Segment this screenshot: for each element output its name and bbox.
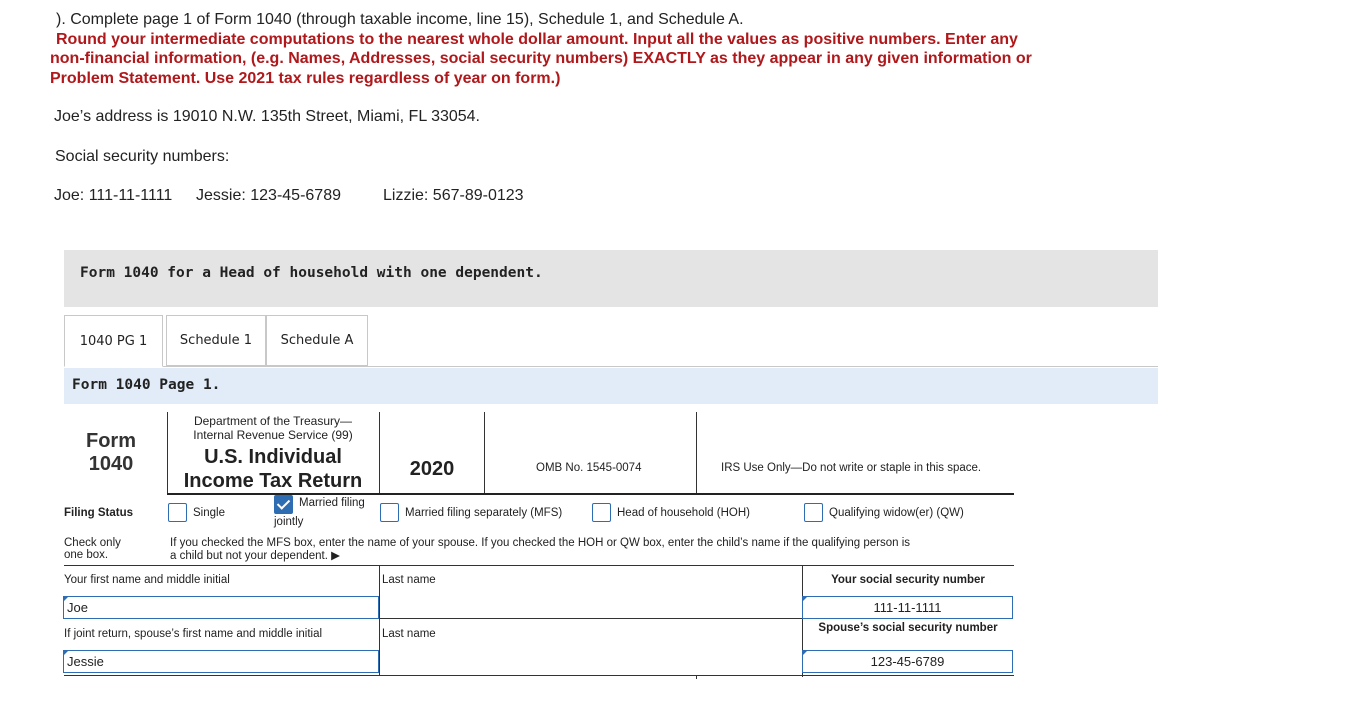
instruction-rule-2: non-financial information, (e.g. Names, Addresses, social security numbers) EXACTLY as they appear in any given information or (50, 50, 1032, 67)
qw-checkbox[interactable] (804, 503, 823, 522)
first-name-label: Your first name and middle initial (64, 574, 230, 586)
form-tabs (64, 315, 1158, 367)
tax-year: 2020 (409, 458, 455, 480)
mfs-label: Married filing separately (MFS) (405, 507, 563, 519)
question-banner (64, 250, 1158, 307)
instruction-rule-1: Round your intermediate computations to the nearest whole dollar amount. Input all the values as positive numbers. Enter any (56, 30, 1018, 48)
instruction-line: ). Complete page 1 of Form 1040 (through taxable income, line 15), Schedule 1, and Schedule A. (56, 11, 744, 28)
instructions (50, 10, 1066, 88)
tab-schedule-a[interactable]: Schedule A (266, 315, 368, 366)
last-name-label: Last name (382, 574, 436, 586)
address-line: Joe’s address is 19010 N.W. 135th Street, Miami, FL 33054. (54, 108, 480, 125)
form-title: U.S. Individual Income Tax Return (183, 446, 363, 492)
qw-label: Qualifying widow(er) (QW) (829, 507, 964, 519)
check-only-note: Check only one box. (64, 537, 121, 561)
mfs-note: If you checked the MFS box, enter the name of your spouse. If you checked the HOH or QW box, enter the child’s name if the qualifying person is a child but not your dependent. ▶ (170, 537, 911, 562)
married-filing-jointly-label-1: Married filing (299, 497, 365, 509)
spouse-ssn-label: Spouse’s social security number (818, 622, 998, 634)
married-filing-jointly-label-2: jointly (274, 516, 304, 528)
section-header (64, 368, 1158, 404)
form-label: Form 1040 (86, 430, 136, 475)
tab-1040-pg-1[interactable]: 1040 PG 1 (64, 315, 163, 367)
spouse-ssn-input[interactable]: 123-45-6789 (802, 650, 1013, 673)
spouse-first-name-input[interactable]: Jessie (63, 650, 379, 673)
ssn-heading: Social security numbers: (55, 148, 230, 165)
spouse-first-name-label: If joint return, spouse’s first name and middle initial (64, 628, 323, 640)
omb-number: OMB No. 1545-0074 (536, 462, 642, 474)
instruction-rule-3: Problem Statement. Use 2021 tax rules regardless of year on form.) (50, 69, 561, 87)
mfs-checkbox[interactable] (380, 503, 399, 522)
hoh-label: Head of household (HOH) (617, 507, 750, 519)
tab-schedule-1[interactable]: Schedule 1 (166, 315, 266, 366)
filing-status-label: Filing Status (64, 507, 133, 519)
spouse-last-name-label: Last name (382, 628, 436, 640)
irs-use-only: IRS Use Only—Do not write or staple in this space. (721, 462, 982, 474)
section-title: Form 1040 Page 1. (72, 377, 221, 393)
married-filing-jointly-checkbox[interactable] (274, 495, 293, 514)
department-label: Department of the Treasury— Internal Revenue Service (99) (193, 414, 353, 442)
hoh-checkbox[interactable] (592, 503, 611, 522)
ssn-jessie: Jessie: 123-45-6789 (196, 187, 341, 204)
ssn-input[interactable]: 111-11-1111 (802, 596, 1013, 619)
banner-title: Form 1040 for a Head of household with one dependent. (80, 265, 543, 281)
ssn-joe: Joe: 111-11-1111 (54, 187, 173, 204)
form-1040-page-1 (64, 412, 1014, 682)
single-label: Single (193, 507, 225, 519)
single-checkbox[interactable] (168, 503, 187, 522)
first-name-input[interactable]: Joe (63, 596, 379, 619)
ssn-lizzie: Lizzie: 567-89-0123 (383, 187, 524, 204)
ssn-label: Your social security number (831, 574, 985, 586)
